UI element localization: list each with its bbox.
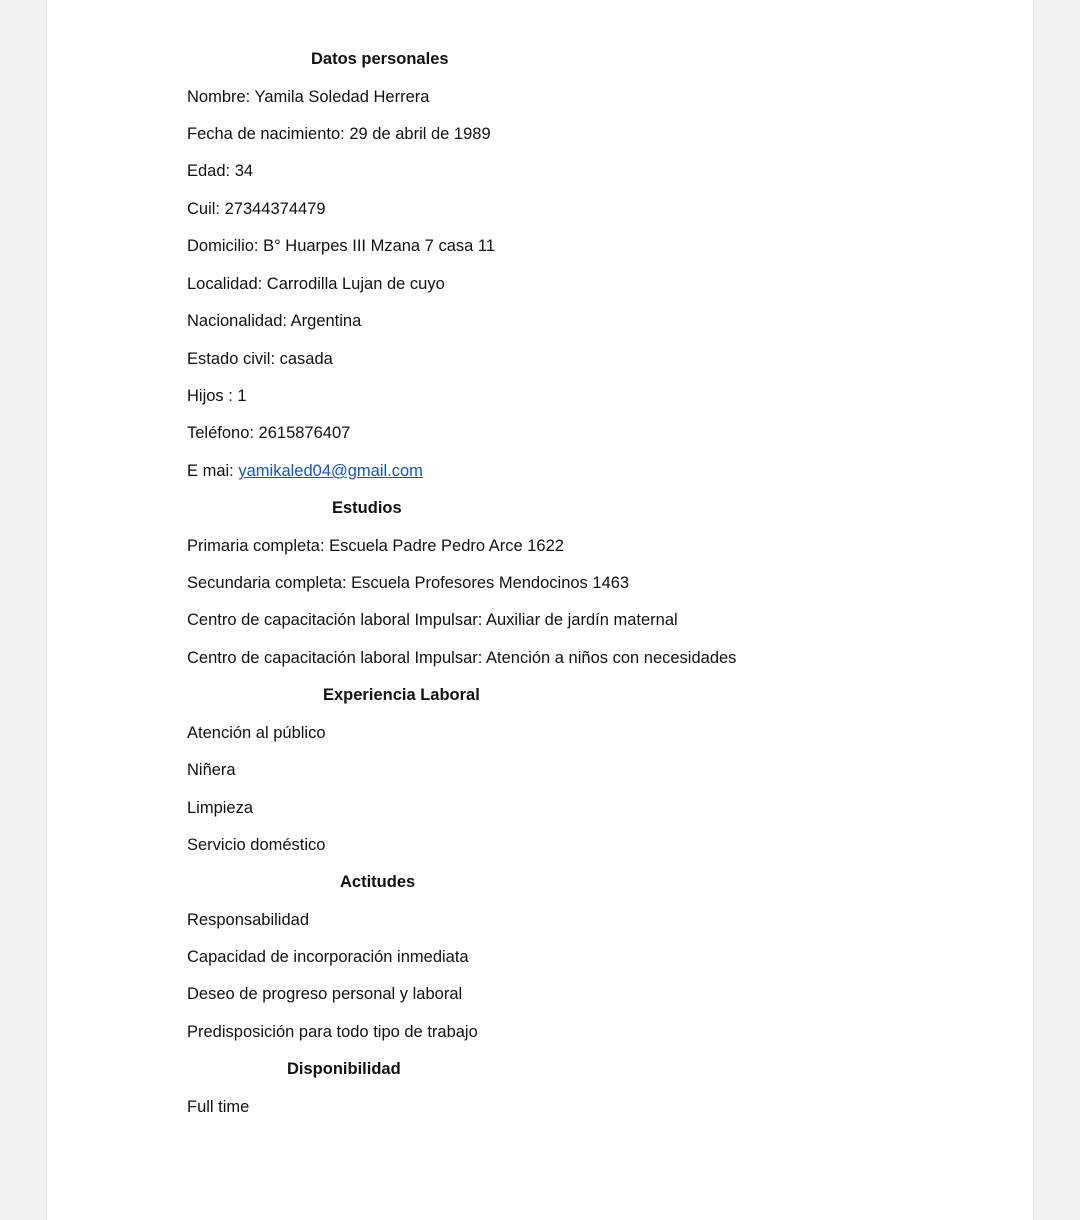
field-hijos: Hijos : 1 <box>187 387 247 405</box>
actitud-item: Capacidad de incorporación inmediata <box>187 948 469 966</box>
email-label: E mai: <box>187 462 239 480</box>
field-nacionalidad: Nacionalidad: Argentina <box>187 312 362 330</box>
email-link[interactable]: yamikaled04@gmail.com <box>238 462 423 480</box>
section-heading-experiencia: Experiencia Laboral <box>323 686 480 704</box>
section-heading-personal: Datos personales <box>311 50 449 68</box>
section-heading-actitudes: Actitudes <box>340 873 416 891</box>
field-fecha-nacimiento: Fecha de nacimiento: 29 de abril de 1989 <box>187 125 491 143</box>
field-nombre: Nombre: Yamila Soledad Herrera <box>187 88 430 106</box>
field-cuil: Cuil: 27344374479 <box>187 200 326 218</box>
field-localidad: Localidad: Carrodilla Lujan de cuyo <box>187 275 445 293</box>
experiencia-item: Atención al público <box>187 724 326 742</box>
field-estado-civil: Estado civil: casada <box>187 350 333 368</box>
disponibilidad-item: Full time <box>187 1098 250 1116</box>
actitud-item: Predisposición para todo tipo de trabajo <box>187 1023 478 1041</box>
section-heading-estudios: Estudios <box>332 499 402 517</box>
experiencia-item: Niñera <box>187 761 236 779</box>
section-heading-disponibilidad: Disponibilidad <box>287 1060 401 1078</box>
experiencia-item: Servicio doméstico <box>187 836 326 854</box>
estudio-item: Centro de capacitación laboral Impulsar: Atención a niños con necesidades <box>187 649 737 667</box>
field-domicilio: Domicilio: B° Huarpes III Mzana 7 casa 11 <box>187 237 496 255</box>
actitud-item: Deseo de progreso personal y laboral <box>187 985 463 1003</box>
estudio-item: Centro de capacitación laboral Impulsar: Auxiliar de jardín maternal <box>187 611 678 629</box>
experiencia-item: Limpieza <box>187 799 254 817</box>
field-email <box>187 461 423 481</box>
estudio-item: Primaria completa: Escuela Padre Pedro Arce 1622 <box>187 537 564 555</box>
actitud-item: Responsabilidad <box>187 911 310 929</box>
field-telefono: Teléfono: 2615876407 <box>187 424 351 442</box>
estudio-item: Secundaria completa: Escuela Profesores Mendocinos 1463 <box>187 574 630 592</box>
field-edad: Edad: 34 <box>187 162 254 180</box>
